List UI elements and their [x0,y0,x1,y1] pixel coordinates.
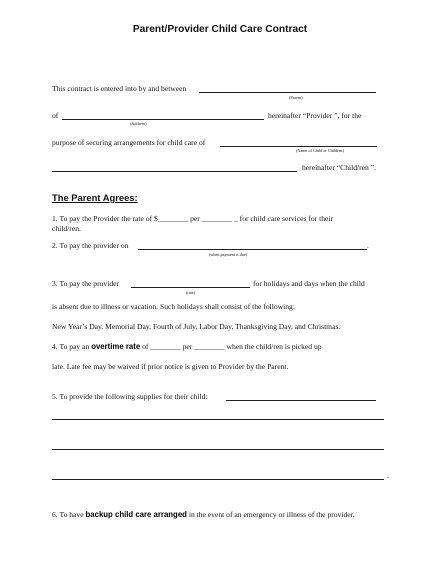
item-4-line-a [52,342,322,351]
parent-name-line[interactable] [199,92,376,93]
document-title: Parent/Provider Child Care Contract [132,24,308,35]
intro-hereinafter-provider: hereinafter “Provider ”, for the [268,111,362,120]
supplies-line-4[interactable] [52,479,384,480]
intro-hereinafter-children: hereinafter “Child/ren ”. [302,163,377,172]
item-1-line-a: 1. To pay the Provider the rate of $________ per ________ _ for child care services for their [52,214,334,223]
children-line[interactable] [52,171,297,172]
parent-caption: (Parent) [289,95,303,100]
item-6-rest: in the event of an emergency or illness of the provider. [188,510,355,519]
intro-of-label: of [52,111,59,120]
item-2-end: . [367,241,369,250]
item-5-text: 5. To provide the following supplies for their child: [52,392,208,401]
item-3-line-d: New Year’s Day, Memorial Day, Fourth of July, Labor Day, Thanksgiving Day, and Christmas. [52,322,341,331]
holiday-rate-line[interactable] [131,287,250,288]
intro-line-1: This contract is entered into by and between [52,84,187,93]
item-6-line [52,510,355,519]
item-3-line-c: is absent due to illness or vacation. Such holidays shall consist of the following: [52,302,295,311]
item-1-line-b: child/ren. [52,224,81,233]
backup-care-label: backup child care arranged [85,510,187,519]
address-caption: (Address) [130,121,147,126]
child-caption: (Name of Child or Children) [296,148,344,153]
item-6-prefix: 6. To have [52,510,84,519]
intro-purpose: purpose of securing arrangements for child care of [52,138,206,147]
item-3-line-b: for holidays and days when the child [253,279,365,288]
item-3-line-a: 3. To pay the provider [52,279,120,288]
item-4-line-b: late. Late fee may be waived if prior notice is given to Provider by the Parent. [52,362,289,371]
address-line[interactable] [62,119,264,120]
item-4-rest: of ________ per ________ when the child/ren is picked up [142,342,322,351]
payment-due-line[interactable] [138,249,367,250]
overtime-rate-label: overtime rate [91,342,141,351]
payment-caption: (when payment is due) [209,252,248,257]
supplies-line-3[interactable] [52,449,384,450]
item-4-prefix: 4. To pay an [52,342,90,351]
rate-caption: (rate) [186,290,196,295]
item-5-dot: . [387,471,389,480]
supplies-line-1[interactable] [226,400,376,401]
child-name-line[interactable] [220,146,377,147]
section-heading: The Parent Agrees: [52,192,138,203]
item-2-text: 2. To pay the provider on [52,241,129,250]
supplies-line-2[interactable] [52,419,384,420]
